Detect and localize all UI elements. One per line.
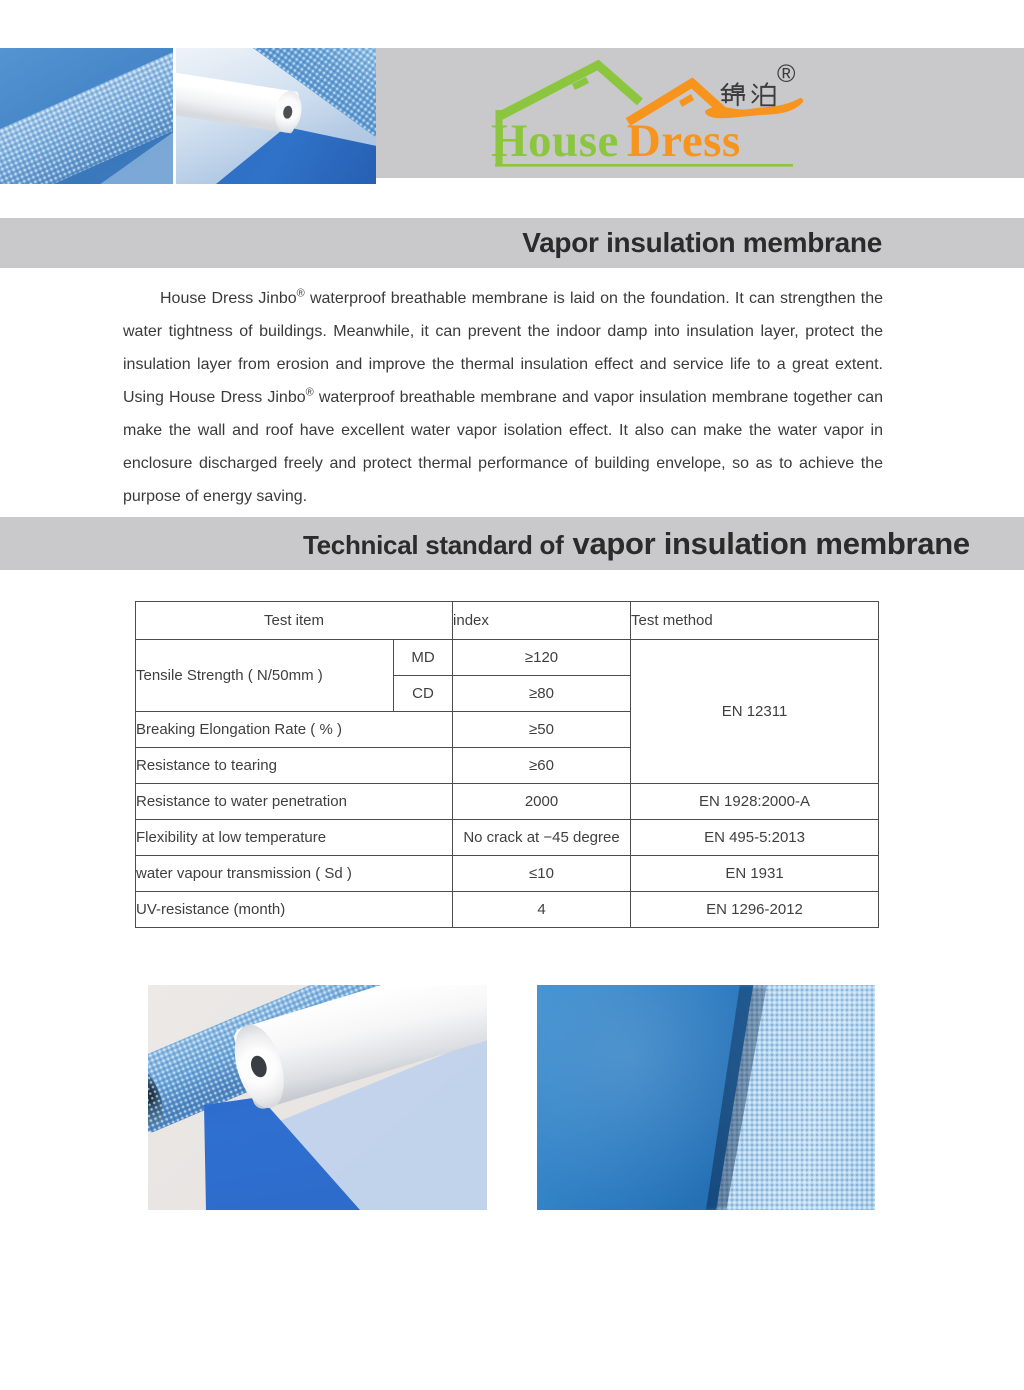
table-cell: UV-resistance (month) <box>136 892 453 928</box>
table-row <box>136 820 879 856</box>
table-cell: Flexibility at low temperature <box>136 820 453 856</box>
table-row <box>136 784 879 820</box>
table-cell: Breaking Elongation Rate ( % ) <box>136 712 453 748</box>
brand-chinese-characters-icon <box>720 78 776 112</box>
membrane-roll-shape <box>537 985 875 1210</box>
product-photo-bottom-left <box>148 985 487 1210</box>
roll-core-hole <box>282 105 293 119</box>
table-cell: 4 <box>453 892 631 928</box>
section-title <box>303 526 970 562</box>
section-title-prefix: Technical standard of <box>303 529 564 560</box>
product-photo-top-middle <box>176 48 376 184</box>
table-cell: Resistance to tearing <box>136 748 453 784</box>
roll-core-hole <box>248 1054 269 1079</box>
roll-end-face <box>272 89 304 135</box>
table-row <box>136 640 879 676</box>
table-cell: No crack at −45 degree <box>453 820 631 856</box>
table-row <box>136 856 879 892</box>
header-test-item: Test item <box>136 602 453 640</box>
intro-paragraph <box>123 282 883 513</box>
logo-band <box>376 48 1024 178</box>
table-cell: 2000 <box>453 784 631 820</box>
brand-name-house: House <box>491 115 619 167</box>
header-index: index <box>453 602 631 640</box>
table-cell: ≥60 <box>453 748 631 784</box>
table-cell: MD <box>394 640 453 676</box>
registered-trademark-symbol: ® <box>305 386 314 399</box>
table-cell: EN 1296-2012 <box>631 892 879 928</box>
intro-text-1: House Dress Jinbo <box>160 290 297 307</box>
table-cell: EN 495-5:2013 <box>631 820 879 856</box>
section-title-main: vapor insulation membrane <box>572 525 970 561</box>
table-header-row <box>136 602 879 640</box>
table-cell: water vapour transmission ( Sd ) <box>136 856 453 892</box>
table-cell: ≥120 <box>453 640 631 676</box>
table-cell: EN 1928:2000-A <box>631 784 879 820</box>
brand-wordmark <box>491 115 741 167</box>
technical-standard-table <box>135 601 879 928</box>
product-photo-top-left <box>0 48 173 184</box>
white-roll-shape <box>176 72 300 134</box>
roll-end-face <box>148 1059 171 1131</box>
brand-name-dress: Dress <box>626 115 741 167</box>
table-cell: EN 1931 <box>631 856 879 892</box>
table-cell: ≥50 <box>453 712 631 748</box>
intro-text-3: waterproof breathable membrane and vapor insulation membrane together can make the wall and roof have excellent water vapor isolation effect. It also can make the water vapor in enclosure discharged freely and protect thermal performance of building envelope, so as to achieve the purpose of energy saving. <box>123 389 884 505</box>
table-cell: ≥80 <box>453 676 631 712</box>
intro-text-2: waterproof breathable membrane is laid on the foundation. It can strengthen the water tightness of buildings. Meanwhile, it can prevent the indoor damp into insulation layer, protect the insulation layer from erosion and improve the thermal insulation effect and service life to a great extent. Using House Dress Jinbo <box>123 290 884 406</box>
registered-trademark-symbol: ® <box>296 287 305 300</box>
table-cell: CD <box>394 676 453 712</box>
header-test-method: Test method <box>631 602 879 640</box>
product-photo-bottom-right <box>537 985 875 1210</box>
table-cell: EN 12311 <box>631 640 879 784</box>
table-cell: Resistance to water penetration <box>136 784 453 820</box>
section-banner-technical-standard <box>0 517 1024 570</box>
roll-end-face <box>226 1019 293 1114</box>
table-cell: Tensile Strength ( N/50mm ) <box>136 640 394 712</box>
section-title: Vapor insulation membrane <box>522 227 882 258</box>
registered-trademark-symbol: ® <box>777 60 796 88</box>
table-cell: ≤10 <box>453 856 631 892</box>
table-row <box>136 892 879 928</box>
section-banner-vapor-insulation <box>0 218 1024 268</box>
